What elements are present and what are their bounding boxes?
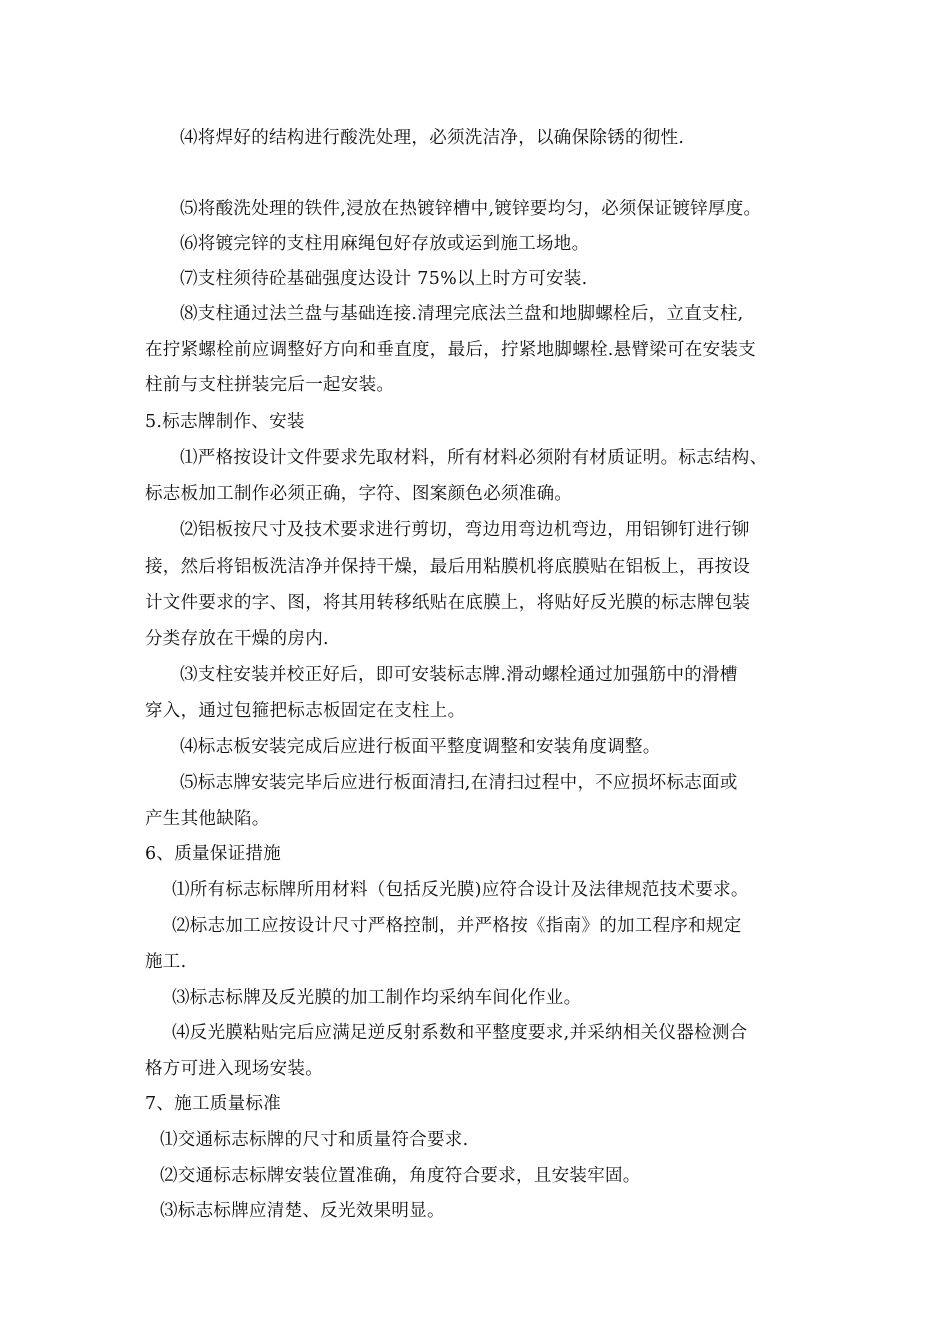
text-line: ⑷反光膜粘贴完后应满足逆反射系数和平整度要求,并采纳相关仪器检测合 <box>172 1023 748 1043</box>
text-line: ⑷将焊好的结构进行酸洗处理，必须洗洁净，以确保除锈的彻性. <box>180 128 685 148</box>
text-line: ⑴所有标志标牌所用材料（包括反光膜)应符合设计及法律规范技术要求。 <box>172 880 749 900</box>
text-line: 格方可进入现场安装。 <box>145 1059 323 1079</box>
text-line: ⑴严格按设计文件要求先取材料，所有材料必须附有材质证明。标志结构、 <box>180 448 768 468</box>
text-line: 柱前与支柱拼装完后一起安装。 <box>145 375 395 395</box>
text-line: ⑵交通标志标牌安装位置准确，角度符合要求，且安装牢固。 <box>160 1166 641 1186</box>
text-line: ⑺支柱须待砼基础强度达设计 75%以上时方可安装. <box>180 269 588 289</box>
text-line: ⑶标志标牌及反光膜的加工制作均采纳车间化作业。 <box>172 988 582 1008</box>
text-line: 穿入，通过包箍把标志板固定在支柱上。 <box>145 701 466 721</box>
section-heading: 5.标志牌制作、安装 <box>145 412 305 432</box>
text-line: 在拧紧螺栓前应调整好方向和垂直度，最后，拧紧地脚螺栓.悬臂梁可在安装支 <box>145 340 757 360</box>
text-line: 施工. <box>145 952 187 972</box>
text-line: ⑵标志加工应按设计尺寸严格控制，并严格按《指南》的加工程序和规定 <box>172 916 742 936</box>
text-line: 计文件要求的字、图，将其用转移纸贴在底膜上，将贴好反光膜的标志牌包装 <box>145 593 751 613</box>
text-line: ⑹将镀完锌的支柱用麻绳包好存放或运到施工场地。 <box>180 234 590 254</box>
text-line: 标志板加工制作必须正确，字符、图案颜色必须准确。 <box>145 484 573 504</box>
text-line: ⑶支柱安装并校正好后，即可安装标志牌.滑动螺栓通过加强筋中的滑槽 <box>180 665 738 685</box>
text-line: ⑷标志板安装完成后应进行板面平整度调整和安装角度调整。 <box>180 737 661 757</box>
text-line: ⑻支柱通过法兰盘与基础连接.清理完底法兰盘和地脚螺栓后，立直支柱, <box>180 304 744 324</box>
text-line: ⑸标志牌安装完毕后应进行板面清扫,在清扫过程中，不应损坏标志面或 <box>180 773 738 793</box>
text-line: ⑴交通标志标牌的尺寸和质量符合要求. <box>160 1130 469 1150</box>
section-heading: 6、质量保证措施 <box>145 844 282 864</box>
text-line: ⑵铝板按尺寸及技术要求进行剪切，弯边用弯边机弯边，用铝铆钉进行铆 <box>180 520 750 540</box>
text-line: 接，然后将铝板洗洁净并保持干燥，最后用粘膜机将底膜贴在铝板上，再按设 <box>145 557 751 577</box>
text-line: 产生其他缺陷。 <box>145 809 270 829</box>
section-heading: 7、施工质量标准 <box>145 1094 282 1114</box>
text-line: 分类存放在干燥的房内. <box>145 629 329 649</box>
text-line: ⑸将酸洗处理的铁件,浸放在热镀锌槽中,镀锌要均匀，必须保证镀锌厚度。 <box>180 199 762 219</box>
text-line: ⑶标志标牌应清楚、反光效果明显。 <box>160 1201 445 1221</box>
